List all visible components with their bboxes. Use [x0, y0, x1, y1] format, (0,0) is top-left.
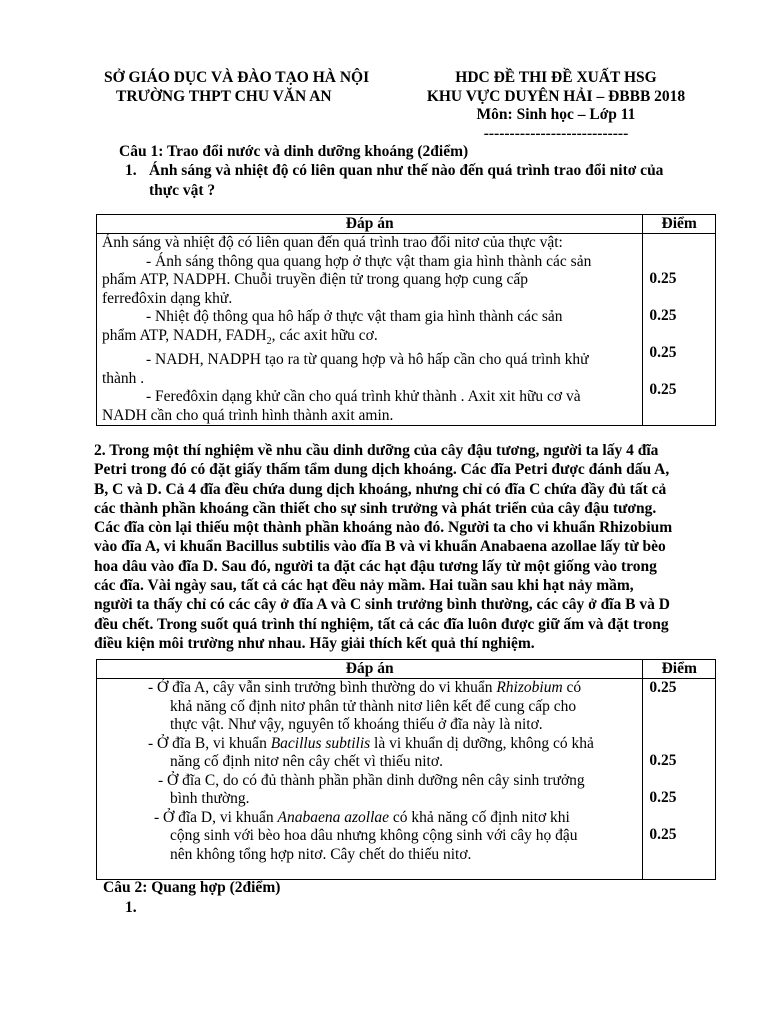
- question2-line: 2. Trong một thí nghiệm về nhu cầu dinh dưỡng của cây đậu tương, người ta lấy 4 đĩa: [94, 442, 659, 459]
- question2-line: điều kiện môi trường như nhau. Hãy giải thích kết quả thí nghiệm.: [94, 634, 535, 652]
- table2-item-a-line2: khả năng cố định nitơ phân tử thành nitơ liên kết để cung cấp cho: [170, 697, 577, 715]
- answer-table-1: [96, 214, 716, 426]
- question2-line: đều chết. Trong suốt quá trình thí nghiệm, tất cả các đĩa luôn được giữ ấm và đặt trong: [94, 615, 669, 633]
- table1-intro: Ánh sáng và nhiệt độ có liên quan đến quá trình trao đổi nitơ của thực vật:: [102, 234, 563, 251]
- table1-item3-line1: - NADH, NADPH tạo ra từ quang hợp và hô hấp cần cho quá trình khử: [146, 351, 589, 369]
- exam-title: HDC ĐỀ THI ĐỀ XUẤT HSG: [455, 69, 657, 86]
- table1-item2-line2: phẩm ATP, NADH, $FADH_2$, các axit hữu cơ.: [102, 326, 378, 347]
- question2-line: vào đĩa A, vi khuẩn Bacillus subtilis vào đĩa B và vi khuẩn Anabaena azollae lấy từ bèo: [94, 538, 666, 556]
- table1-answer-cell: [97, 234, 643, 426]
- question2-line: các đĩa. Vài ngày sau, tất cả các hạt đều nảy mầm. Hai tuần sau khi hạt nảy mầm,: [94, 577, 634, 595]
- question2-text: [94, 441, 710, 653]
- table2-score-4: 0.25: [649, 826, 677, 843]
- question2-line: người ta thấy chỉ có các cây ở đĩa A và C sinh trưởng bình thường, các cây ở đĩa B và D: [94, 596, 670, 614]
- question1-text-line2: thực vật ?: [149, 182, 216, 199]
- table1-header-score: Điểm: [643, 215, 716, 234]
- question2-line: các thành phần khoáng cần thiết cho sự sinh trưởng và phát triển của cây đậu tương.: [94, 499, 657, 517]
- question2-line: Petri trong đó có đặt giấy thấm tẩm dung dịch khoáng. Các đĩa Petri được đánh dấu A,: [94, 461, 670, 479]
- answer-table-2: [96, 659, 716, 880]
- table2-item-b-line2: năng cố định nitơ nên cây chết vì thiếu nitơ.: [170, 753, 443, 770]
- table1-score-4: 0.25: [649, 381, 677, 398]
- table2-item-a-line3: thực vật. Như vậy, nguyên tố khoáng thiếu ở đĩa này là nitơ.: [170, 716, 543, 733]
- table2-item-d-line1: - Ở đĩa D, vi khuẩn Anabaena azollae có khả năng cố định nitơ khi: [154, 808, 570, 826]
- question2-line: Các đĩa còn lại thiếu một thành phần khoáng nào đó. Người ta cho vi khuẩn Rhizobium: [94, 519, 673, 537]
- table1-item1-line1: - Ánh sáng thông qua quang hợp ở thực vật tham gia hình thành các sản: [146, 252, 592, 270]
- table2-header-answer: Đáp án: [97, 660, 643, 679]
- table2-score-3: 0.25: [649, 789, 677, 806]
- table2-item-d-line2: cộng sinh với bèo hoa dâu nhưng không cộng sinh với cây họ đậu: [170, 827, 578, 844]
- table2-item-b-line1: - Ở đĩa B, vi khuẩn Bacillus subtilis là vi khuẩn dị dưỡng, không có khả: [148, 734, 594, 752]
- table1-score-2: 0.25: [649, 307, 677, 324]
- table1-item4-line2: NADH cần cho quá trình hình thành axit amin.: [102, 406, 394, 424]
- table2-answer-cell: [97, 679, 643, 880]
- table2-item-d-line3: nên không tổng hợp nitơ. Cây chết do thiếu nitơ.: [170, 845, 472, 863]
- table2-item-c-line1: - Ở đĩa C, do có đủ thành phần phần dinh dưỡng nên cây sinh trưởng: [158, 771, 585, 789]
- table2-score-2: 0.25: [649, 752, 677, 769]
- table2-item-a-line1: - Ở đĩa A, cây vẫn sinh trưởng bình thường do vi khuẩn Rhizobium có: [148, 679, 582, 696]
- question1-text-line1: Ánh sáng và nhiệt độ có liên quan như thế nào đến quá trình trao đổi nitơ của: [149, 162, 664, 179]
- section2-title: Câu 2: Quang hợp (2điểm): [103, 879, 281, 896]
- table1-item3-line2: thành .: [102, 369, 145, 387]
- table1-header-answer: Đáp án: [97, 215, 643, 234]
- table1-score-3: 0.25: [649, 344, 677, 361]
- school-department: SỞ GIÁO DỤC VÀ ĐÀO TẠO HÀ NỘI: [104, 69, 370, 86]
- table1-score-cell: [643, 234, 716, 426]
- header-divider: ----------------------------: [483, 125, 629, 142]
- section1-title: Câu 1: Trao đổi nước và dinh dưỡng khoáng (2điểm): [119, 143, 469, 160]
- table1-item1-line3: ferređôxin dạng khử.: [102, 289, 233, 307]
- table2-header-score: Điểm: [643, 660, 716, 679]
- table2-score-cell: [643, 679, 716, 880]
- exam-subject: Môn: Sinh học – Lớp 11: [476, 106, 636, 123]
- table2-item-c-line2: bình thường.: [170, 790, 250, 807]
- table1-item4-line1: - Feređôxin dạng khử cần cho quá trình khử thành . Axit xit hữu cơ và: [146, 388, 581, 406]
- exam-region: KHU VỰC DUYÊN HẢI – ĐBBB 2018: [426, 88, 686, 105]
- table1-score-1: 0.25: [649, 270, 677, 287]
- table1-item1-line2: phẩm ATP, NADPH. Chuỗi truyền điện tử trong quang hợp cung cấp: [102, 271, 529, 288]
- school-name: TRƯỜNG THPT CHU VĂN AN: [116, 88, 332, 105]
- table2-score-1: 0.25: [649, 679, 677, 696]
- question2-line: hoa dâu vào đĩa D. Sau đó, người ta đặt các hạt đậu tương lấy từ một giống vào trong: [94, 557, 657, 575]
- table1-item2-line1: - Nhiệt độ thông qua hô hấp ở thực vật tham gia hình thành các sản: [146, 308, 563, 325]
- section2-item-number: 1.: [125, 899, 137, 916]
- question2-line: B, C và D. Cả 4 đĩa đều chứa dung dịch khoáng, nhưng chỉ có đĩa C chứa đầy đủ tất cả: [94, 480, 667, 498]
- question1-number: 1.: [125, 162, 137, 179]
